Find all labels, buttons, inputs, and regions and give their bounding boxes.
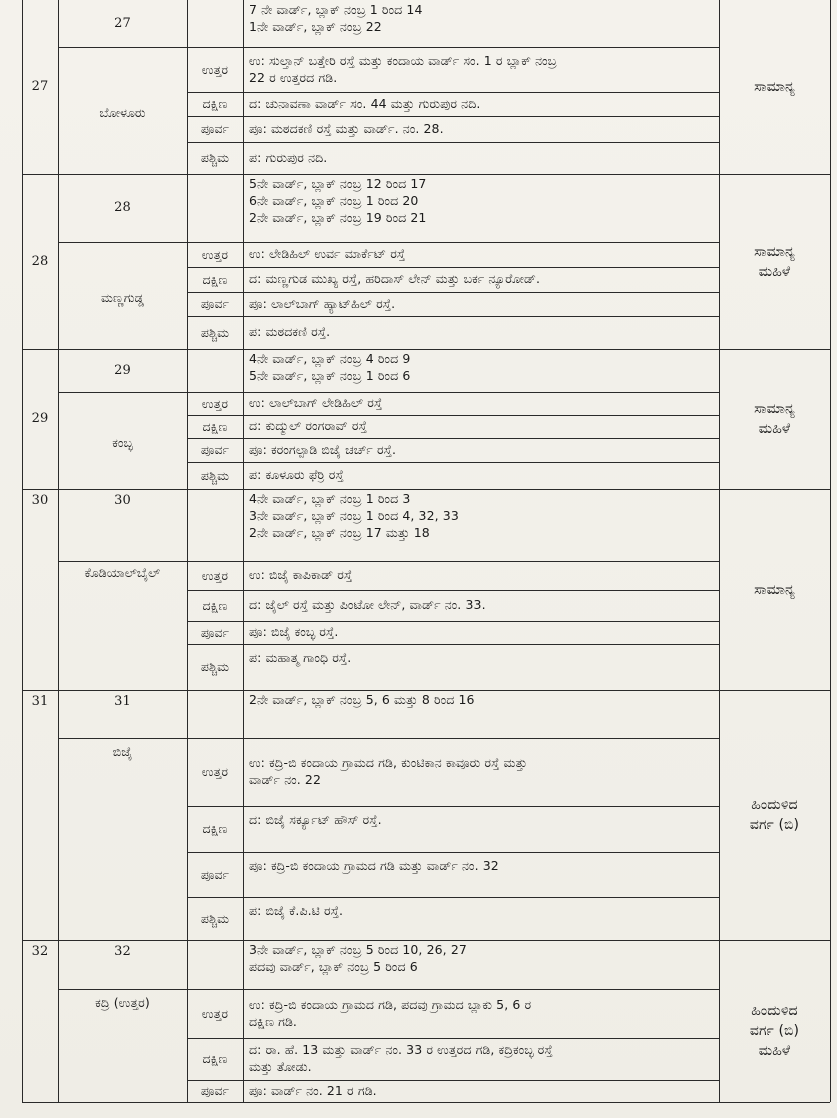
boundary-description: ಪ: ಮಹಾತ್ಮ ಗಾಂಧಿ ರಸ್ತೆ. xyxy=(249,650,352,665)
boundary-description: ಉ: ಲೇಡಿಹಿಲ್ ಉರ್ವ ಮಾರ್ಕೆಟ್ ರಸ್ತೆ xyxy=(249,246,406,261)
boundary-description: ಉ: ಕದ್ರಿ-ಬಿ ಕಂದಾಯ ಗ್ರಾಮದ ಗಡಿ, ಪದವು ಗ್ರಾಮದ ಬ್ಲಾಕು 5, 6 ರ xyxy=(249,996,532,1012)
table-bottom-border xyxy=(22,1102,830,1103)
row-separator xyxy=(58,392,719,393)
row-separator xyxy=(187,292,719,293)
reservation-category: ಸಾಮಾನ್ಯ xyxy=(754,581,795,598)
boundary-direction: ಪೂರ್ವ xyxy=(200,1083,230,1098)
block-line: 4ನೇ ವಾರ್ಡ್, ಬ್ಲಾಕ್ ನಂಬ್ರ 4 ರಿಂದ 9 xyxy=(249,351,411,366)
block-line: 6ನೇ ವಾರ್ಡ್, ಬ್ಲಾಕ್ ನಂಬ್ರ 1 ರಿಂದ 20 xyxy=(249,193,419,208)
ward-number: 27 xyxy=(31,79,49,94)
boundary-direction: ಪಶ್ಚಿಮ xyxy=(200,324,230,340)
row-separator xyxy=(187,438,719,439)
row-separator xyxy=(187,267,719,268)
row-separator xyxy=(187,142,719,143)
boundary-description: ದ: ಕುದ್ಮುಲ್ ರಂಗರಾವ್ ರಸ್ತೆ xyxy=(249,418,367,433)
ward-name: ಬೋಳೂರು xyxy=(99,104,146,120)
ward-name: ಕಂಬ್ಳ xyxy=(112,434,133,450)
boundary-description: ದ: ಬಿಜೈ ಸರ್ಕ್ಯೂಟ್ ಹೌಸ್ ರಸ್ತೆ. xyxy=(249,812,382,827)
column-divider xyxy=(719,0,720,1102)
boundary-description: ಪೂ: ಬಿಜೈ ಕಂಬ್ಳ ರಸ್ತೆ. xyxy=(249,624,339,639)
ward-number: 32 xyxy=(31,944,49,959)
boundary-direction: ದಕ್ಷಿಣ xyxy=(202,1051,228,1066)
row-separator xyxy=(187,116,719,117)
boundary-direction: ದಕ್ಷಿಣ xyxy=(202,96,228,111)
ward-separator xyxy=(22,940,830,941)
ward-separator xyxy=(22,690,830,691)
ward-name: ಕದ್ರಿ (ಉತ್ತರ) xyxy=(95,995,150,1010)
ward-sub-number: 30 xyxy=(114,493,131,508)
ward-name: ಬಿಜೈ xyxy=(112,744,133,759)
boundary-description: ಉ: ಸುಲ್ತಾನ್ ಬತ್ತೇರಿ ರಸ್ತೆ ಮತ್ತು ಕಂದಾಯ ವಾರ್ಡ್ ಸಂ. 1 ರ ಬ್ಲಾಕ್ ನಂಬ್ರ xyxy=(249,52,557,68)
boundary-description: ಪೂ: ವಾರ್ಡ್ ನಂ. 21 ರ ಗಡಿ. xyxy=(249,1082,377,1098)
boundary-direction: ಪೂರ್ವ xyxy=(200,442,230,457)
boundary-description: ಪೂ: ಕದ್ರಿ-ಬಿ ಕಂದಾಯ ಗ್ರಾಮದ ಗಡಿ ಮತ್ತು ವಾರ್ಡ್ ನಂ. 32 xyxy=(249,858,499,873)
row-separator xyxy=(58,738,719,739)
boundary-description: ಉ: ಬಿಜೈ ಕಾಪಿಕಾಡ್ ರಸ್ತೆ xyxy=(249,567,353,582)
ward-separator xyxy=(22,349,830,350)
boundary-direction: ಉತ್ತರ xyxy=(201,246,229,262)
boundary-description: ದ: ರಾ. ಹೆ. 13 ಮತ್ತು ವಾರ್ಡ್ ನಂ. 33 ರ ಉತ್ತರದ ಗಡಿ, ಕದ್ರಿಕಂಬ್ಳ ರಸ್ತೆ xyxy=(249,1042,553,1057)
ward-number: 30 xyxy=(31,493,49,508)
boundary-direction: ಉತ್ತರ xyxy=(201,395,229,411)
ward-number: 28 xyxy=(31,253,49,269)
block-line: 5ನೇ ವಾರ್ಡ್, ಬ್ಲಾಕ್ ನಂಬ್ರ 12 ರಿಂದ 17 xyxy=(249,176,427,191)
row-separator xyxy=(187,590,719,591)
boundary-direction: ಪೂರ್ವ xyxy=(200,296,230,311)
boundary-description: 22 ರ ಉತ್ತರದ ಗಡಿ. xyxy=(249,69,338,85)
block-line: 3ನೇ ವಾರ್ಡ್, ಬ್ಲಾಕ್ ನಂಬ್ರ 5 ರಿಂದ 10, 26, 27 xyxy=(249,942,467,957)
column-divider xyxy=(22,0,23,1102)
block-line: 3ನೇ ವಾರ್ಡ್, ಬ್ಲಾಕ್ ನಂಬ್ರ 1 ರಿಂದ 4, 32, 33 xyxy=(249,508,459,523)
column-divider xyxy=(243,0,244,1102)
boundary-description: ಉ: ಲಾಲ್‌ಬಾಗ್ ಲೇಡಿಹಿಲ್ ರಸ್ತೆ xyxy=(249,395,383,410)
row-separator xyxy=(187,1038,719,1039)
reservation-category: ಮಹಿಳೆ xyxy=(758,263,791,280)
row-separator xyxy=(187,644,719,645)
ward-sub-number: 31 xyxy=(114,694,131,709)
boundary-description: ದ: ಜೈಲ್ ರಸ್ತೆ ಮತ್ತು ಪಿಂಟೋ ಲೇನ್, ವಾರ್ಡ್ ನಂ. 33. xyxy=(249,597,486,612)
block-line: 4ನೇ ವಾರ್ಡ್, ಬ್ಲಾಕ್ ನಂಬ್ರ 1 ರಿಂದ 3 xyxy=(249,491,411,506)
boundary-direction: ಪೂರ್ವ xyxy=(200,121,230,136)
ward-name: ಕೊಡಿಯಾಲ್‌ಬೈಲ್ xyxy=(84,565,161,580)
boundary-direction: ದಕ್ಷಿಣ xyxy=(202,418,228,434)
row-separator xyxy=(187,415,719,416)
boundary-direction: ಪಶ್ಚಿಮ xyxy=(200,467,230,483)
boundary-description: ಪೂ: ಮಠದಕಣಿ ರಸ್ತೆ ಮತ್ತು ವಾರ್ಡ್. ನಂ. 28. xyxy=(249,120,444,136)
block-line: ಪದವು ವಾರ್ಡ್, ಬ್ಲಾಕ್ ನಂಬ್ರ 5 ರಿಂದ 6 xyxy=(249,959,418,974)
reservation-category: ಸಾಮಾನ್ಯ xyxy=(754,243,795,260)
ward-sub-number: 28 xyxy=(114,200,131,215)
boundary-direction: ಉತ್ತರ xyxy=(201,764,229,779)
reservation-category: ಹಿಂದುಳಿದ xyxy=(751,1003,798,1019)
boundary-direction: ಉತ್ತರ xyxy=(201,1005,229,1021)
ward-sub-number: 27 xyxy=(114,15,131,31)
row-separator xyxy=(187,852,719,853)
reservation-category: ಸಾಮಾನ್ಯ xyxy=(754,79,795,95)
reservation-category: ಸಾಮಾನ್ಯ xyxy=(754,401,795,417)
ward-sub-number: 29 xyxy=(114,362,131,378)
boundary-description: ಉ: ಕದ್ರಿ-ಬಿ ಕಂದಾಯ ಗ್ರಾಮದ ಗಡಿ, ಕುಂಟಿಕಾನ ಕಾವೂರು ರಸ್ತೆ ಮತ್ತು xyxy=(249,755,528,770)
boundary-description: ಪ: ಕೂಳೂರು ಫೆರ‍್ರಿ ರಸ್ತೆ xyxy=(249,467,344,482)
row-separator xyxy=(187,621,719,622)
reservation-category: ಹಿಂದುಳಿದ xyxy=(751,797,798,813)
row-separator xyxy=(187,806,719,807)
boundary-description: ವಾರ್ಡ್ ನಂ. 22 xyxy=(249,772,322,787)
reservation-category: ಮಹಿಳೆ xyxy=(758,1043,791,1059)
block-line: 1ನೇ ವಾರ್ಡ್, ಬ್ಲಾಕ್ ನಂಬ್ರ 22 xyxy=(249,19,382,34)
ward-number: 31 xyxy=(31,694,49,709)
ward-sub-number: 32 xyxy=(114,944,131,959)
ward-number: 29 xyxy=(31,411,49,426)
block-line: 2ನೇ ವಾರ್ಡ್, ಬ್ಲಾಕ್ ನಂಬ್ರ 19 ರಿಂದ 21 xyxy=(249,210,427,225)
block-line: 7 ನೇ ವಾರ್ಡ್, ಬ್ಲಾಕ್ ನಂಬ್ರ 1 ರಿಂದ 14 xyxy=(249,2,423,17)
boundary-direction: ದಕ್ಷಿಣ xyxy=(202,597,228,613)
row-separator xyxy=(187,462,719,463)
boundary-direction: ಪೂರ್ವ xyxy=(200,624,230,640)
column-divider xyxy=(58,0,59,1102)
block-line: 2ನೇ ವಾರ್ಡ್, ಬ್ಲಾಕ್ ನಂಬ್ರ 17 ಮತ್ತು 18 xyxy=(249,525,430,540)
boundary-direction: ದಕ್ಷಿಣ xyxy=(202,821,228,836)
boundary-direction: ಪಶ್ಚಿಮ xyxy=(200,910,230,926)
row-separator xyxy=(187,316,719,317)
row-separator xyxy=(187,1080,719,1081)
boundary-direction: ಉತ್ತರ xyxy=(201,567,229,583)
block-line: 5ನೇ ವಾರ್ಡ್, ಬ್ಲಾಕ್ ನಂಬ್ರ 1 ರಿಂದ 6 xyxy=(249,368,411,383)
column-divider xyxy=(830,0,831,1102)
boundary-description: ಪೂ: ಕರಂಗಲ್ಪಾಡಿ ಬಿಜೈ ಚರ್ಚ್ ರಸ್ತೆ. xyxy=(249,441,397,457)
ward-name: ಮಣ್ಣಗುಡ್ಡ xyxy=(100,289,145,305)
row-separator xyxy=(58,989,719,990)
boundary-description: ದ: ಚುನಾವಣಾ ವಾರ್ಡ್ ಸಂ. 44 ಮತ್ತು ಗುರುಪುರ ನದಿ. xyxy=(249,95,481,111)
boundary-direction: ದಕ್ಷಿಣ xyxy=(202,271,228,287)
row-separator xyxy=(58,47,719,48)
boundary-description: ದಕ್ಷಿಣ ಗಡಿ. xyxy=(249,1013,298,1029)
reservation-category: ವರ್ಗ (ಬಿ) xyxy=(749,1023,800,1039)
reservation-category: ವರ್ಗ (ಬಿ) xyxy=(749,817,800,833)
boundary-direction: ಪಶ್ಚಿಮ xyxy=(200,150,230,165)
row-separator xyxy=(58,242,719,243)
row-separator xyxy=(187,897,719,898)
reservation-category: ಮಹಿಳೆ xyxy=(758,421,791,437)
boundary-description: ಪ: ಮಠದಕಣಿ ರಸ್ತೆ. xyxy=(249,324,331,339)
ward-separator xyxy=(22,489,830,490)
row-separator xyxy=(58,561,719,562)
boundary-direction: ಪೂರ್ವ xyxy=(200,866,230,882)
boundary-description: ದ: ಮಣ್ಣಗುಡ ಮುಖ್ಯ ರಸ್ತೆ, ಹರಿದಾಸ್ ಲೇನ್ ಮತ್ತು ಬರ್ಕ ನ್ಯೂರೋಡ್. xyxy=(249,271,541,286)
boundary-description: ಪ: ಗುರುಪುರ ನದಿ. xyxy=(249,149,328,165)
ward-separator xyxy=(22,174,830,175)
block-line: 2ನೇ ವಾರ್ಡ್, ಬ್ಲಾಕ್ ನಂಬ್ರ 5, 6 ಮತ್ತು 8 ರಿಂದ 16 xyxy=(249,692,475,707)
boundary-description: ಪ: ಬಿಜೈ ಕೆ.ಪಿ.ಟಿ ರಸ್ತೆ. xyxy=(249,903,344,918)
row-separator xyxy=(187,92,719,93)
boundary-direction: ಉತ್ತರ xyxy=(201,61,229,77)
boundary-direction: ಪಶ್ಚಿಮ xyxy=(200,659,230,674)
boundary-description: ಮತ್ತು ತೋಡು. xyxy=(249,1059,312,1074)
boundary-description: ಪೂ: ಲಾಲ್‌ಬಾಗ್ ಹ್ಯಾಟ್‌ಹಿಲ್ ರಸ್ತೆ. xyxy=(249,295,396,311)
